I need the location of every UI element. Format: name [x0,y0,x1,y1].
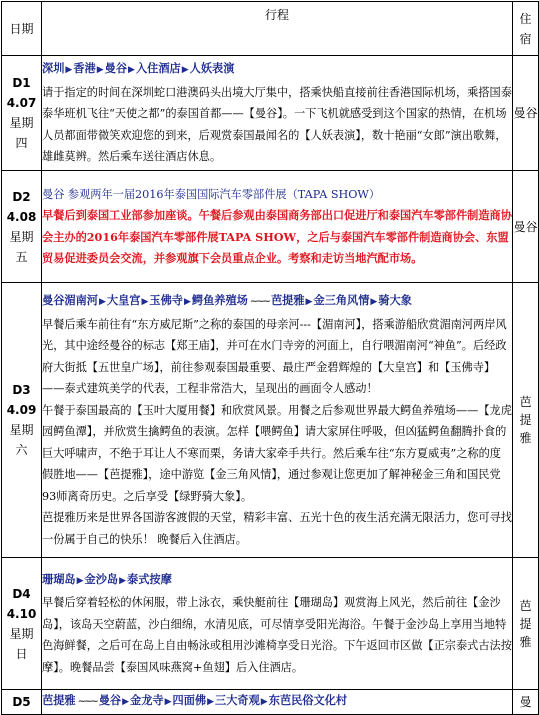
day-weekday-label: 星期 [9,626,34,641]
route-stop: 鳄鱼养殖场 [191,294,248,307]
day-content [42,283,513,558]
arrow-right-icon: ▶ [98,297,106,307]
day-number: D2 [12,189,31,204]
day-description-red: 早餐后到泰国工业部参加座谈。午餐后参观由泰国商务部出口促进厅和泰国汽车零部件制造商协会主办的2016年泰国汽车零部件展TAPA SHOW，之后与泰国汽车零部件制造商协会、东盟贸易促进委员会交流，并参观旗下会员重点企业。考察和走访当地汽配市场。 [42,208,512,265]
arrow-right-icon: ▶ [164,697,172,707]
day-row-1 [2,56,539,171]
day-date-cell [2,171,42,283]
transfer-bus-icon: ~~~ [249,296,269,307]
arrow-right-icon: ▶ [119,575,126,586]
route-stop: 东芭民俗文化村 [268,694,348,707]
day-number: D1 [12,76,31,90]
route-line [42,569,512,593]
route-stop: 骑大象 [378,294,412,307]
day-date-cell [2,283,42,558]
route-stop: 入住酒店 [135,62,181,76]
day-paragraph-3: 芭提雅历来是世界各国游客渡假的天堂，精彩丰富、五光十色的夜生活充满无限活力，您可寻找一份属于自己的快乐！ 晚餐后入住酒店。 [42,511,512,546]
stay-city: 曼 [513,690,539,715]
day-weekday-label: 星期 [9,229,34,244]
day-date: 4.07 [6,96,37,110]
route-stop: 泰式按摩 [127,572,172,586]
day-weekday: 六 [15,443,28,457]
header-row [2,2,539,56]
day-weekday: 日 [15,646,28,661]
arrow-right-icon: ▶ [141,297,149,307]
route-stop: 四面佛 [172,694,207,707]
arrow-right-icon: ▶ [96,65,104,76]
arrow-right-icon: ▶ [260,697,268,707]
arrow-right-icon: ▶ [183,297,191,307]
route-stop: 珊瑚岛 [42,572,76,586]
route-stop: 曼谷 [98,694,122,707]
day-content [42,690,513,715]
route-stop: 三大奇观 [215,694,260,707]
stay-city: 芭 提 雅 [513,558,539,690]
route-stop: 芭提雅 [42,694,76,707]
header-itinerary: 行程 [42,2,513,56]
stay-city: 芭 提 雅 [513,283,539,558]
route-line [42,58,512,82]
arrow-right-icon: ▶ [76,575,84,586]
route-stop: 金龙寺 [130,694,164,707]
day-date-cell [2,690,42,715]
arrow-right-icon: ▶ [122,697,130,707]
day-date: 4.10 [6,606,37,621]
arrow-right-icon: ▶ [370,297,378,307]
day-weekday-label: 星期 [9,423,34,437]
day-date-cell [2,558,42,690]
route-stop: 大皇宫 [106,294,141,307]
route-line [42,690,512,714]
route-stop: 玉佛寺 [149,294,183,307]
route-stop: 芭提雅 [270,294,305,307]
day-weekday-label: 星期 [9,116,34,130]
day-weekday: 四 [15,136,28,150]
header-stay: 住 宿 [513,2,539,56]
route-stop: 香港 [73,62,96,76]
day-title [42,184,512,206]
arrow-right-icon: ▶ [65,65,73,76]
day-date: 4.09 [6,403,37,417]
day-weekday: 五 [15,249,28,264]
day-content [42,558,513,690]
day-content [42,171,513,283]
arrow-right-icon: ▶ [128,65,135,76]
route-stop: 曼谷 [104,62,128,76]
stay-city: 曼谷 [513,56,539,171]
day-date-cell [2,56,42,171]
route-stop: 金沙岛 [84,572,119,586]
day-title-text: 曼谷 参观两年一届2016年泰国国际汽车零部件展（TAPA SHOW） [42,187,381,201]
day-date: 4.08 [6,209,37,224]
day-content [42,56,513,171]
day-description: 请于指定的时间在深圳蛇口港澳码头出境大厅集中，搭乘快船直接前往香港国际机场，乘搭国泰泰华班机飞往“天使之都”的泰国首都——【曼谷】。一下飞机就感受到这个国家的热情，在机场人员都面带微笑欢迎您的到来，后观赏泰国最闻名的【人妖表演】，数十艳丽“女郎”演出歌舞，雄雌莫辨。然后乘车送往酒店休息。 [42,85,512,164]
stay-city: 曼谷 [513,171,539,283]
day-row-4 [2,558,539,690]
day-row-5 [2,690,539,715]
day-number: D5 [12,694,31,709]
itinerary-table [1,1,539,715]
header-date: 日期 [2,2,42,56]
arrow-right-icon: ▶ [181,65,189,76]
arrow-right-icon: ▶ [207,697,215,707]
day-row-2 [2,171,539,283]
arrow-right-icon: ▶ [305,297,313,307]
day-description: 早餐后穿着轻松的休闲服，带上泳衣，乘快艇前往【珊瑚岛】观赏海上风光，然后前往【金沙岛】，该岛天空蔚蓝，沙白细绵，水清见底，可尽情享受阳光海浴。午餐于金沙岛上享用当地特色海鲜餐，之后可在岛上自由畅泳或租用沙滩椅享受日光浴。下午返回市区做【正宗泰式古法按摩】。晚餐品尝【泰国风味燕窝+鱼翅】后入住酒店。 [42,596,512,674]
route-stop: 曼谷湄南河 [42,294,98,307]
route-line [42,290,512,314]
route-stop: 人妖表演 [189,62,235,76]
day-paragraph-1: 早餐后乘车前往有“东方威尼斯”之称的泰国的母亲河---【湄南河】，搭乘游船欣赏湄南河两岸风光，其中途经曼谷的标志【郑王庙】，并可在水门寺旁的河面上，自行喂湄南河“神鱼”。后经政府大街抵【五世皇广场】，前往参观泰国最重要、最庄严金碧辉煌的【大皇宫】和【玉佛寺】——泰式建筑美学的代表，工程非常浩大，呈现出的画面令人感动！ [42,317,507,395]
day-number: D3 [12,383,31,397]
transfer-bus-icon: ~~~ [77,696,97,707]
route-stop: 金三角风情 [313,294,370,307]
day-number: D4 [12,586,31,601]
route-stop: 深圳 [42,62,65,76]
day-paragraph-2: 午餐于泰国最高的【玉叶大厦用餐】和欣赏风景。用餐之后参观世界最大鳄鱼养殖场——【龙虎园鳄鱼潭】，并欣赏生擒鳄鱼的表演。怎样【喂鳄鱼】请大家屏住呼吸，但凶猛鳄鱼翻腾扑食的巨大呼啸声，不绝于耳让人不寒而栗，务请大家牵手共行。然后乘车往“东方夏威夷”之称的度假胜地——【芭提雅】，途中游览【金三角风情】，通过参观让您更加了解神秘金三角和国民党93师离奇历史。之后享受【绿野骑大象】。 [42,403,512,503]
day-row-3 [2,283,539,558]
